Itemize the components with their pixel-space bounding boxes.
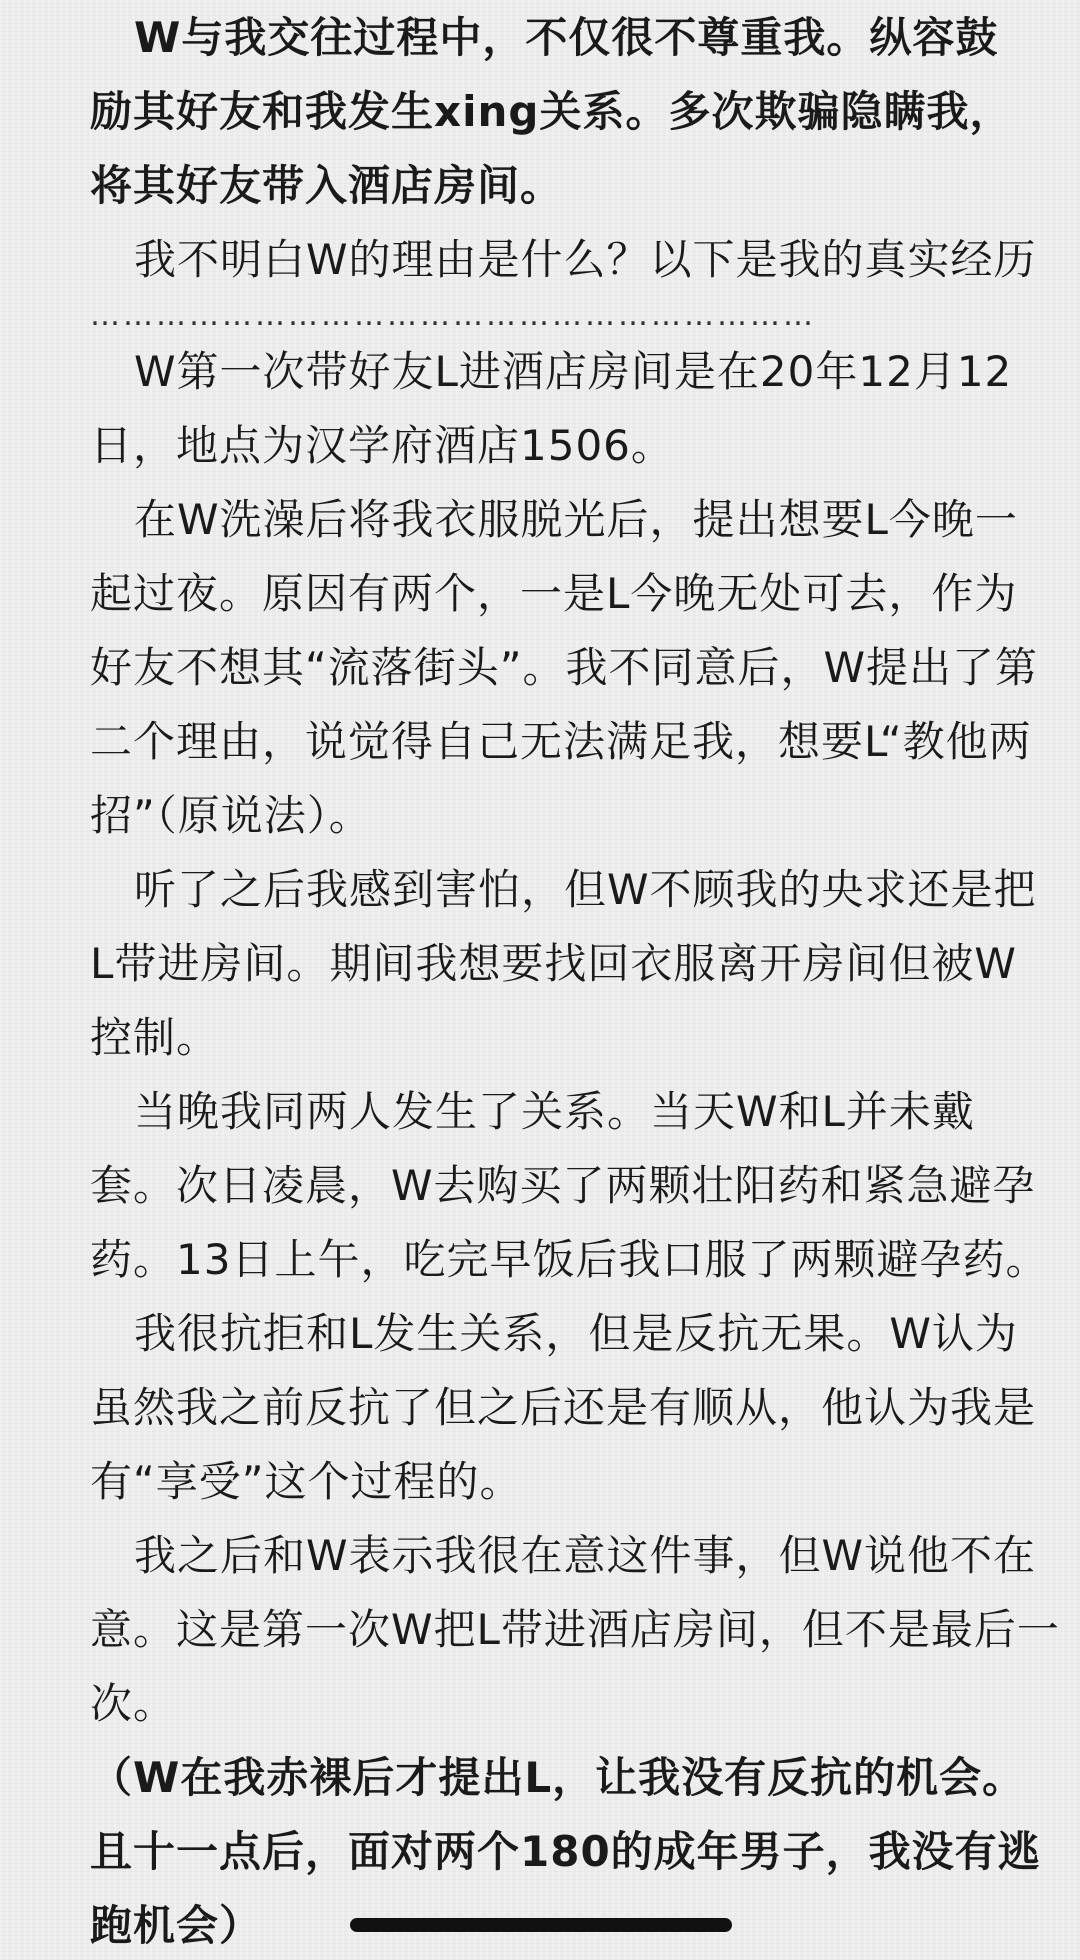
paragraph-line: 好友不想其“流落街头”。我不同意后，W提出了第 <box>90 643 1039 692</box>
paragraph-1 <box>90 346 1013 472</box>
paragraph-2 <box>90 494 1039 842</box>
intro-paragraph <box>90 12 1013 212</box>
paragraph-5 <box>90 1308 1037 1508</box>
paragraph-line: 听了之后我感到害怕，但W不顾我的央求还是把 <box>134 865 1037 914</box>
paragraph-line: 起过夜。原因有两个，一是L今晚无处可去，作为 <box>90 569 1018 618</box>
paragraph-line: 二个理由，说觉得自己无法满足我，想要L“教他两 <box>90 717 1032 766</box>
paragraph-line: 在W洗澡后将我衣服脱光后，提出想要L今晚一 <box>134 495 1018 544</box>
question-line: 我不明白W的理由是什么？以下是我的真实经历 <box>134 235 1037 284</box>
paragraph-line: 药。13日上午，吃完早饭后我口服了两颗避孕药。 <box>90 1235 1049 1284</box>
home-indicator-bar[interactable] <box>350 1918 732 1932</box>
paragraph-line: 我之后和W表示我很在意这件事，但W说他不在 <box>134 1531 1037 1580</box>
note-line: 且十一点后，面对两个180的成年男子，我没有逃 <box>90 1827 1041 1876</box>
paragraph-line: 套。次日凌晨，W去购买了两颗壮阳药和紧急避孕 <box>90 1161 1036 1210</box>
paragraph-line: 日，地点为汉学府酒店1506。 <box>90 421 674 470</box>
paragraph-line: W第一次带好友L进酒店房间是在20年12月12 <box>134 347 1013 396</box>
intro-line: W与我交往过程中，不仅很不尊重我。纵容鼓 <box>134 13 999 62</box>
intro-line: 将其好友带入酒店房间。 <box>90 161 564 210</box>
paragraph-line: 意。这是第一次W把L带进酒店房间，但不是最后一 <box>90 1605 1060 1654</box>
note-line: （W在我赤裸后才提出L，让我没有反抗的机会。 <box>90 1753 1026 1802</box>
paragraph-line: 控制。 <box>90 1013 220 1062</box>
paragraph-line: 招”（原说法）。 <box>90 791 372 840</box>
paragraph-line: 当晚我同两人发生了关系。当天W和L并未戴 <box>134 1087 975 1136</box>
intro-line: 励其好友和我发生xing关系。多次欺骗隐瞒我， <box>90 87 1013 136</box>
note-line: 跑机会） <box>90 1901 263 1950</box>
dotted-separator: ………………………………………………………… <box>90 298 816 333</box>
paragraph-line: 次。 <box>90 1679 177 1728</box>
paragraph-line: 有“享受”这个过程的。 <box>90 1457 523 1506</box>
paragraph-line: 我很抗拒和L发生关系，但是反抗无果。W认为 <box>134 1309 1018 1358</box>
paragraph-6 <box>90 1530 1060 1730</box>
paragraph-3 <box>90 864 1037 1064</box>
article-body <box>90 12 1060 1952</box>
paragraph-line: L带进房间。期间我想要找回衣服离开房间但被W <box>90 939 1017 988</box>
paragraph-4 <box>90 1086 1049 1286</box>
paragraph-line: 虽然我之前反抗了但之后还是有顺从，他认为我是 <box>90 1383 1037 1432</box>
